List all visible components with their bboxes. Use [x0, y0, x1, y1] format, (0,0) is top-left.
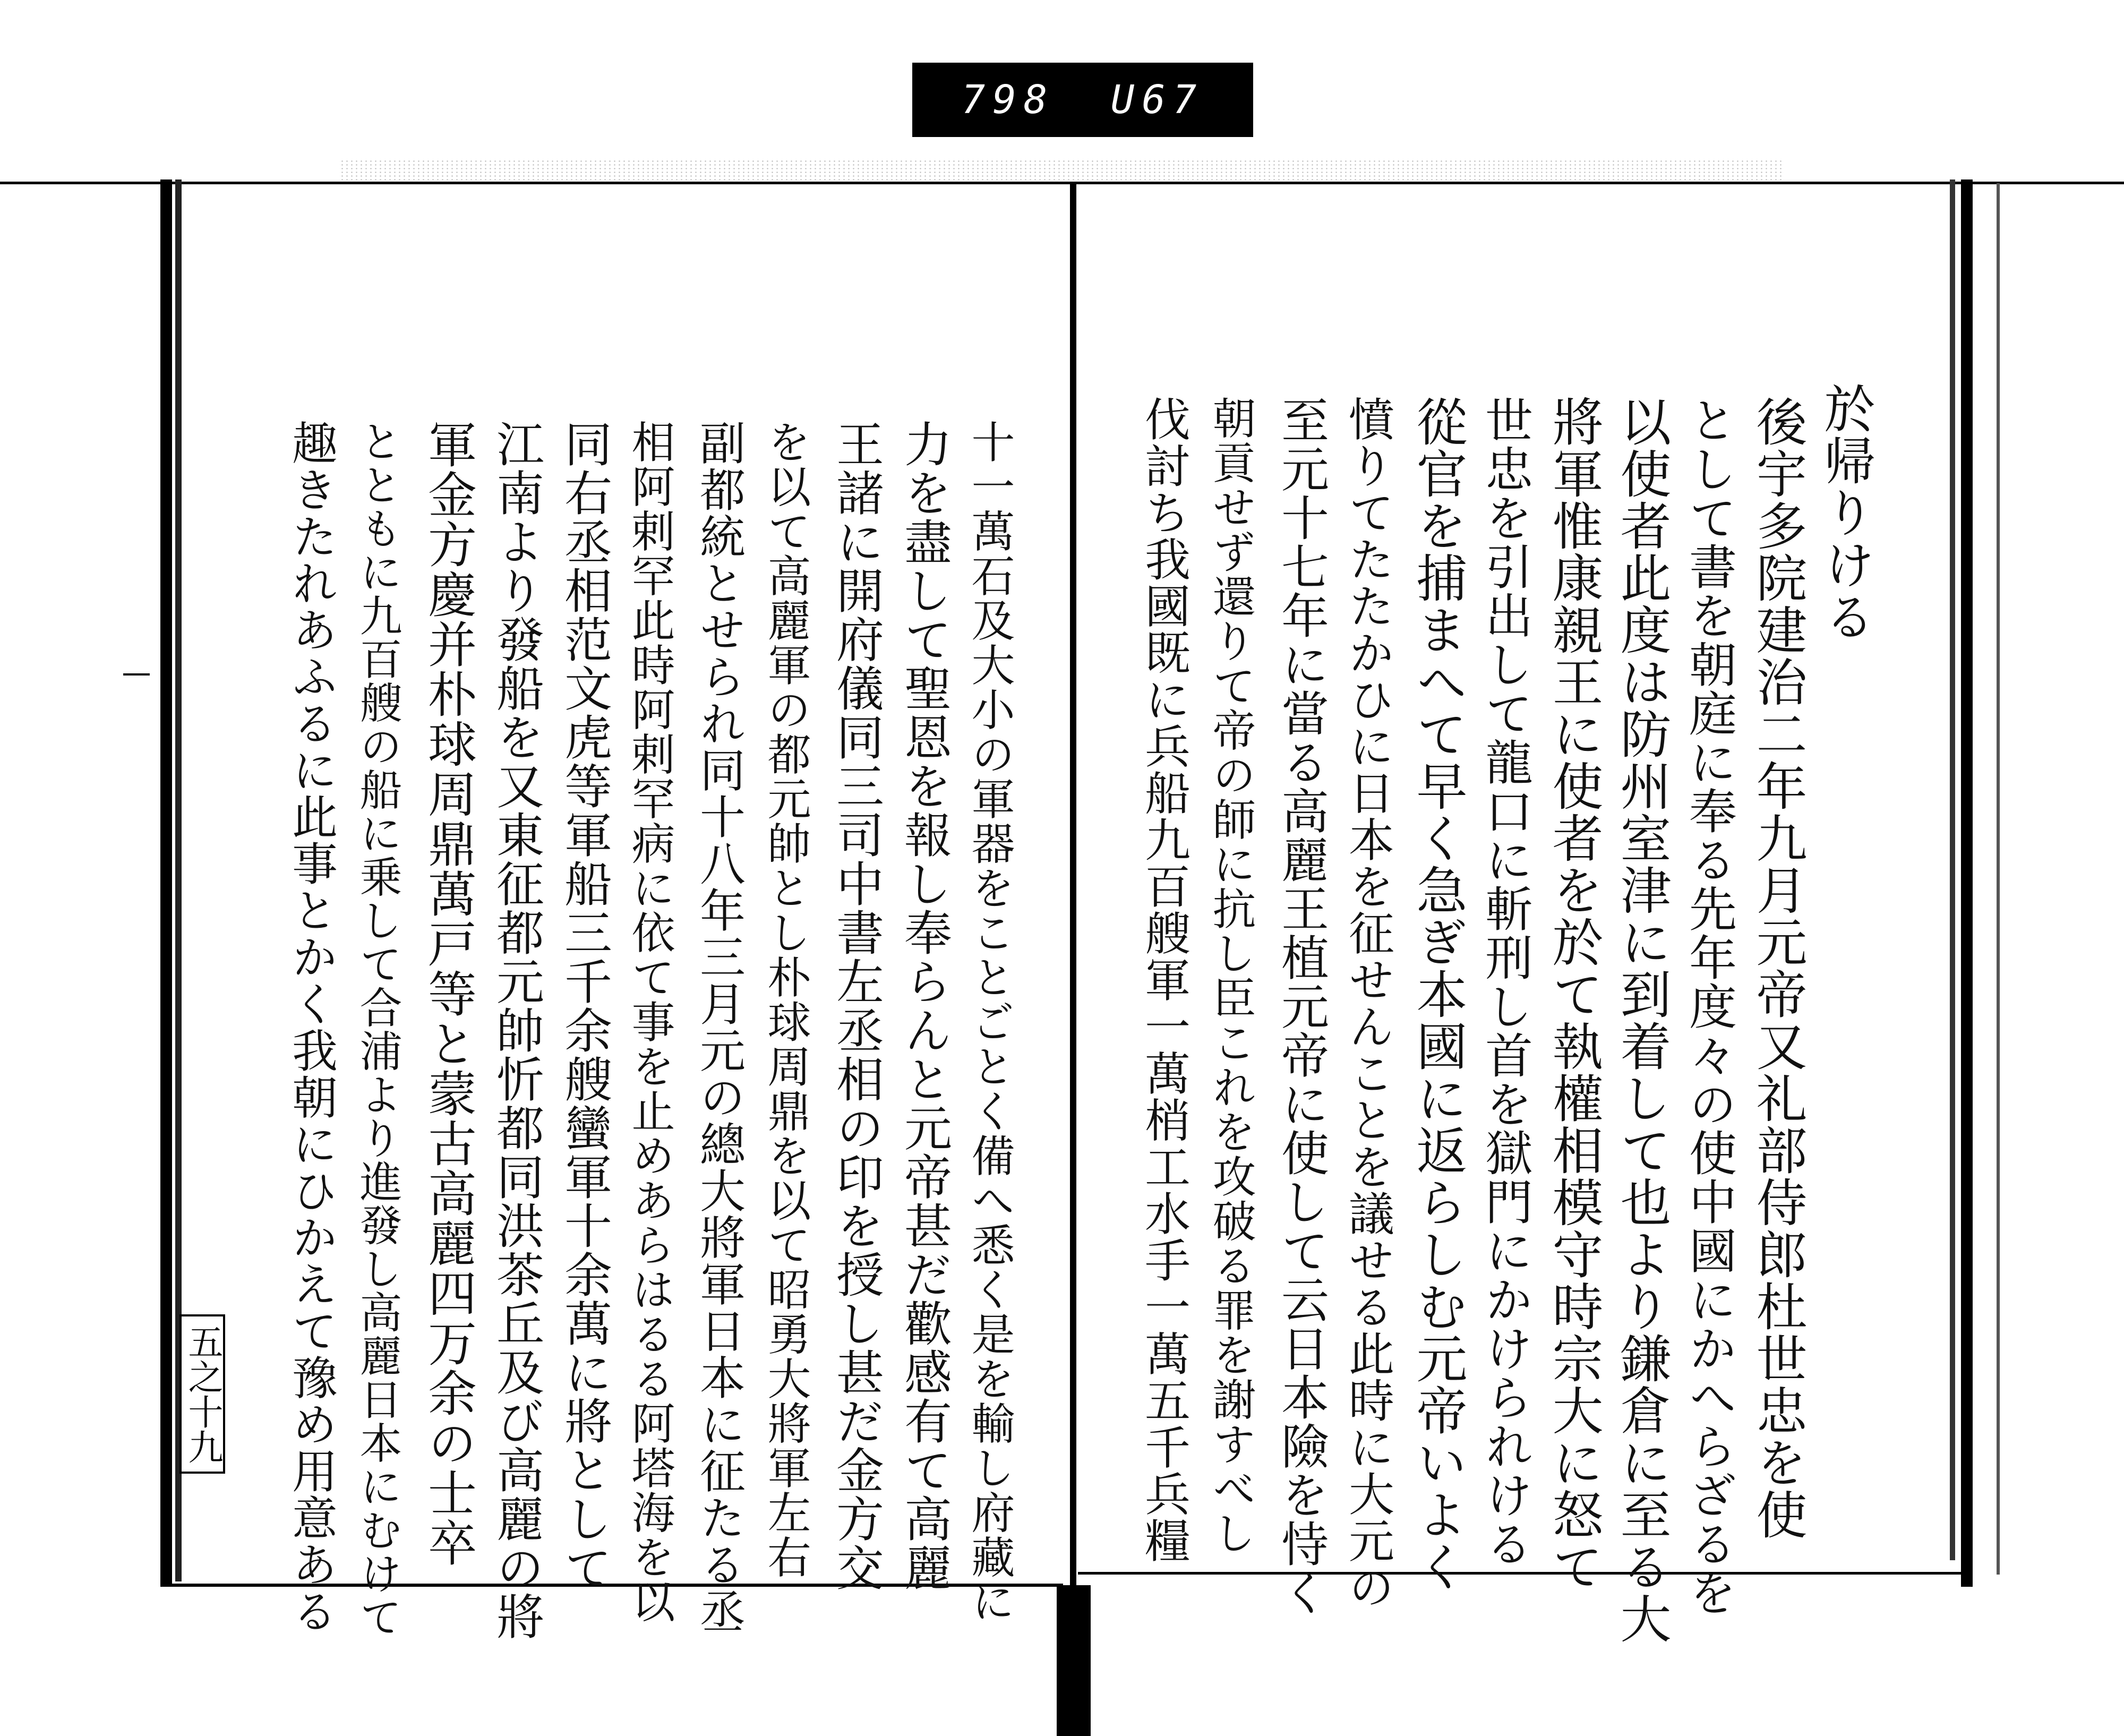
right-page-column-9: 至元十七年に當る高麗王植元帝に使して云日本險を恃く — [1273, 396, 1329, 1617]
top-edge-rule — [0, 182, 2124, 184]
right-page-column-8: 憤りてたたかひに日本を征せんことを議せる此時に大元の — [1341, 396, 1394, 1611]
catalog-number-right: U67 — [1110, 77, 1204, 123]
margin-tick — [123, 673, 150, 675]
left-page-column-6: 相阿剌罕此時阿剌罕病に依て事を止めあらはるる阿塔海を以 — [624, 420, 675, 1624]
left-page-column-1: 十一萬石及大小の軍器をことごとく備へ悉く是を輸し府藏に — [964, 420, 1015, 1624]
right-cover-edge — [1997, 183, 2000, 1575]
left-page-column-8: 江南より發船を又東征都元帥忻都同洪茶丘及び高麗の將 — [488, 420, 544, 1641]
right-page-edge — [1950, 179, 1955, 1560]
left-page-column-7: 同右丞相范文虎等軍船三千余艘蠻軍十余萬に將として — [556, 420, 612, 1592]
catalog-number-left: 798 — [961, 77, 1055, 123]
right-page-column-4: 以使者此度は防州室津に到着して也より鎌倉に至る大 — [1612, 396, 1672, 1645]
book-gutter — [1070, 183, 1076, 1585]
left-page-column-4: を以て高麗軍の都元帥とし朴球周鼎を以て昭勇大將軍左右 — [760, 420, 811, 1579]
right-page-bottom-edge — [1078, 1572, 1970, 1575]
right-page-column-2: 後宇多院建治二年九月元帝又礼部侍郎杜世忠を使 — [1748, 396, 1808, 1541]
left-page-column-10: とともに九百艘の船に乗して合浦より進發し高麗日本にむけて — [353, 420, 402, 1639]
right-page-column-7: 從官を捕まへて早く急ぎ本國に返らしむ元帝いよく — [1408, 396, 1468, 1593]
right-page-column-11: 伐討ち我國既に兵船九百艘軍一萬梢工水手一萬五千兵糧 — [1137, 396, 1190, 1564]
top-speckle — [340, 159, 1784, 181]
left-page-column-2: 力を盡して聖恩を報し奉らんと元帝甚だ歡感有て高麗 — [896, 420, 952, 1592]
right-book-edge — [1961, 179, 1973, 1587]
right-page-column-6: 世忠を引出して龍口に斬刑し首を獄門にかけられける — [1477, 396, 1532, 1568]
right-page-column-5: 將軍惟康親王に使者を於て執權相模守時宗大に怒て — [1544, 396, 1604, 1593]
page-number: 五之十九 — [179, 1314, 225, 1474]
left-page-column-3: 王諸に開府儀同三司中書左丞相の印を授し甚だ金方交 — [828, 420, 884, 1592]
left-page-column-11: 趣きたれあふるに此事とかく我朝にひかえて豫め用意ある — [284, 420, 337, 1635]
gutter-binding-tab — [1057, 1585, 1091, 1736]
right-page-column-1: 於帰りける — [1816, 382, 1875, 643]
left-page-column-5: 副都統とせられ同十八年三月元の總大將軍日本に征たる丞 — [692, 420, 745, 1635]
left-book-edge — [160, 179, 172, 1587]
right-page-column-10: 朝貢せず還りて帝の師に抗し臣これを攻破る罪を謝すべし — [1205, 396, 1256, 1555]
catalog-label — [912, 63, 1253, 137]
right-page-column-3: として書を朝庭に奉る先年度々の使中國にかへらざるを — [1681, 396, 1736, 1617]
left-page-column-9: 軍金方慶并朴球周鼎萬戸等と蒙古高麗四万余の士卒 — [420, 420, 477, 1568]
